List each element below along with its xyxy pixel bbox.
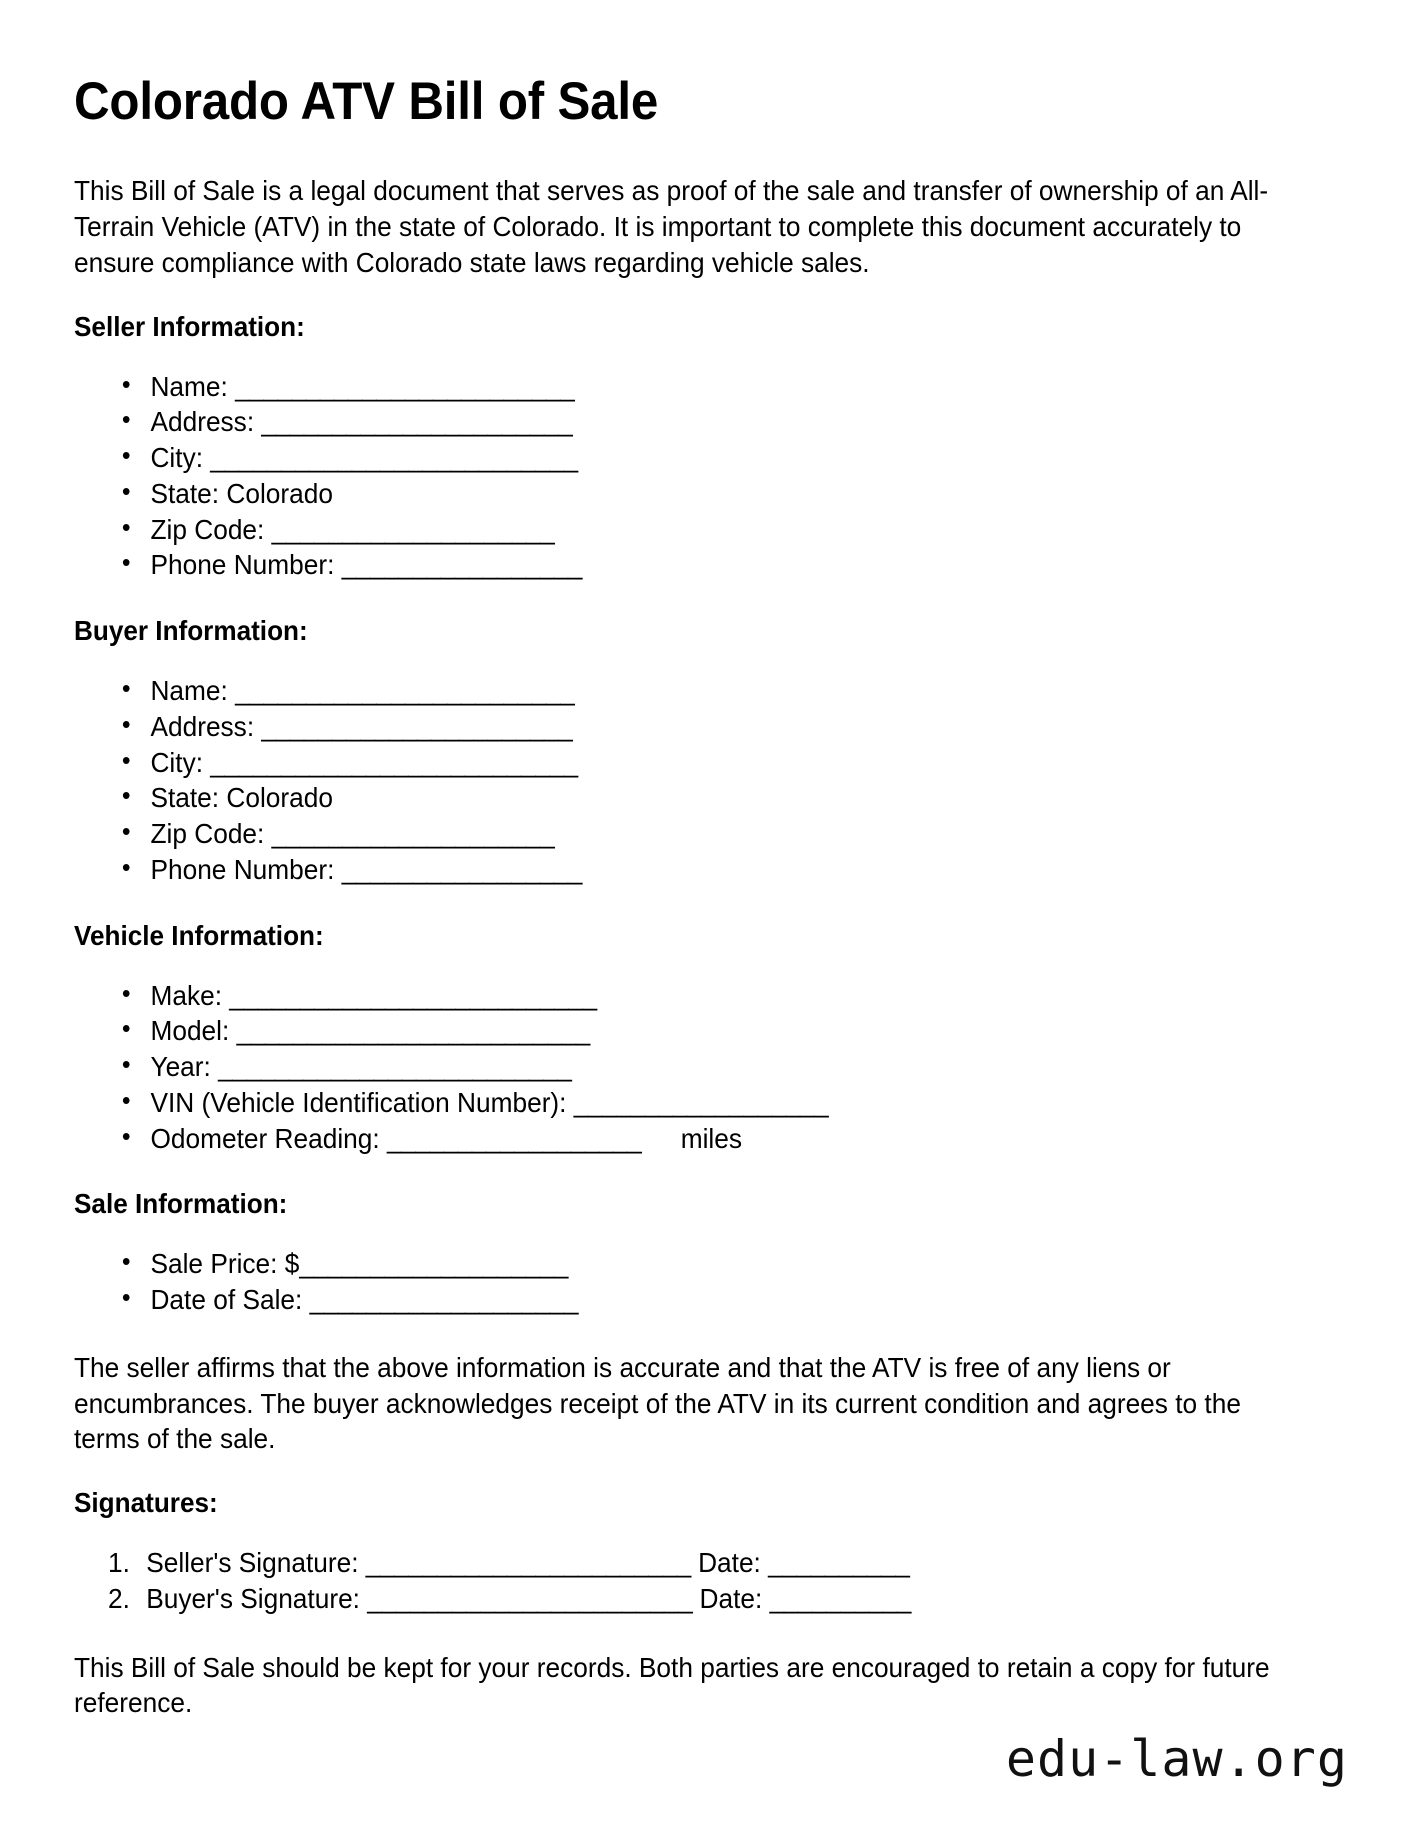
- field-blank[interactable]: ______________________: [261, 710, 573, 742]
- seller-field-address: [118, 404, 1291, 440]
- sale-field-date-of-sale: [118, 1282, 1291, 1318]
- signature-blank[interactable]: _______________________: [365, 1547, 691, 1579]
- field-label: Sale Price: $: [150, 1248, 300, 1280]
- field-blank[interactable]: __________________: [573, 1086, 829, 1118]
- field-label: Odometer Reading:: [150, 1122, 380, 1154]
- seller-information-list: [74, 369, 1346, 584]
- field-blank[interactable]: ____________________: [271, 513, 555, 545]
- affirmation-paragraph: The seller affirms that the above information is accurate and that the ATV is free of any liens or encumbrances. The buyer acknowledges receipt of the ATV in its current condition and agrees to the terms of the sale.: [74, 1351, 1241, 1455]
- field-blank[interactable]: _________________________: [236, 1015, 590, 1047]
- field-label: Phone Number:: [150, 853, 335, 885]
- field-blank[interactable]: _________________________: [218, 1051, 572, 1083]
- vehicle-field-odometer-reading: [118, 1121, 1291, 1157]
- field-label: Name:: [150, 675, 228, 707]
- page-title: Colorado ATV Bill of Sale: [74, 72, 659, 131]
- field-label: Address:: [150, 406, 255, 438]
- buyer-field-city: [118, 745, 1291, 781]
- seller-field-state: [118, 476, 1291, 512]
- signature-label: Seller's Signature:: [146, 1547, 359, 1579]
- vehicle-field-make: [118, 978, 1291, 1014]
- seller-field-city: [118, 440, 1291, 476]
- field-label: State:: [150, 782, 220, 814]
- field-label: City:: [150, 746, 203, 778]
- field-label: Address:: [150, 710, 255, 742]
- site-watermark: edu-law.org: [1005, 1730, 1348, 1788]
- field-blank[interactable]: ________________________: [235, 675, 575, 707]
- field-label: Year:: [150, 1051, 211, 1083]
- intro-paragraph: This Bill of Sale is a legal document that serves as proof of the sale and transfer of ownership of an All-Terrain Vehicle (ATV) in the state of Colorado. It is important to complete this document accurately to ensure compliance with Colorado state laws regarding vehicle sales.: [74, 175, 1269, 278]
- sale-field-sale-price: [118, 1246, 1291, 1282]
- vehicle-field-model: [118, 1013, 1291, 1049]
- field-label: Model:: [150, 1015, 230, 1047]
- field-label: Zip Code:: [150, 818, 265, 850]
- field-label: Date of Sale:: [150, 1284, 303, 1316]
- field-value: Colorado: [226, 477, 333, 509]
- sale-information-heading: Sale Information:: [74, 1188, 288, 1220]
- signature-date-blank[interactable]: __________: [769, 1583, 911, 1615]
- field-blank[interactable]: __________________________: [210, 746, 578, 778]
- buyer-information-heading: Buyer Information:: [74, 615, 308, 647]
- field-label: Phone Number:: [150, 549, 335, 581]
- buyer-information-list: [74, 673, 1346, 888]
- buyer-field-zip-code: [118, 816, 1291, 852]
- field-unit: miles: [680, 1122, 742, 1154]
- field-label: Name:: [150, 370, 228, 402]
- buyer-field-address: [118, 709, 1291, 745]
- closing-paragraph: This Bill of Sale should be kept for your records. Both parties are encouraged to retain a copy for future reference.: [74, 1651, 1270, 1719]
- field-label: Zip Code:: [150, 513, 265, 545]
- seller-field-zip-code: [118, 512, 1291, 548]
- field-value: Colorado: [226, 782, 333, 814]
- field-blank[interactable]: ___________________: [299, 1248, 568, 1280]
- field-blank[interactable]: ______________________: [261, 406, 573, 438]
- signature-label: Buyer's Signature:: [146, 1583, 360, 1615]
- field-blank[interactable]: ________________________: [235, 370, 575, 402]
- seller-information-heading: Seller Information:: [74, 310, 305, 342]
- field-blank[interactable]: __________________________: [210, 442, 578, 474]
- field-blank[interactable]: ____________________: [271, 818, 555, 850]
- signatures-heading: Signatures:: [74, 1487, 218, 1519]
- field-label: Make:: [150, 979, 222, 1011]
- signature-row-buyer: [108, 1581, 1290, 1617]
- signature-date-label: Date:: [699, 1583, 763, 1615]
- field-blank[interactable]: __________________: [386, 1122, 642, 1154]
- signatures-list: [74, 1545, 1346, 1618]
- signature-blank[interactable]: _______________________: [367, 1583, 693, 1615]
- field-blank[interactable]: _________________: [341, 853, 582, 885]
- seller-field-phone-number: [118, 547, 1291, 583]
- vehicle-field-vin: [118, 1085, 1291, 1121]
- vehicle-information-heading: Vehicle Information:: [74, 919, 324, 951]
- field-label: City:: [150, 442, 203, 474]
- signature-row-seller: [108, 1545, 1290, 1581]
- vehicle-information-list: [74, 978, 1346, 1157]
- seller-field-name: [118, 369, 1291, 405]
- sale-information-list: [74, 1246, 1346, 1318]
- vehicle-field-year: [118, 1049, 1291, 1085]
- buyer-field-name: [118, 673, 1291, 709]
- buyer-field-state: [118, 780, 1291, 816]
- field-label: VIN (Vehicle Identification Number):: [150, 1086, 567, 1118]
- signature-date-label: Date:: [698, 1547, 761, 1579]
- field-blank[interactable]: __________________________: [229, 979, 597, 1011]
- field-label: State:: [150, 477, 220, 509]
- buyer-field-phone-number: [118, 852, 1291, 888]
- signature-date-blank[interactable]: __________: [768, 1547, 910, 1579]
- field-blank[interactable]: ___________________: [309, 1284, 579, 1316]
- field-blank[interactable]: _________________: [341, 549, 582, 581]
